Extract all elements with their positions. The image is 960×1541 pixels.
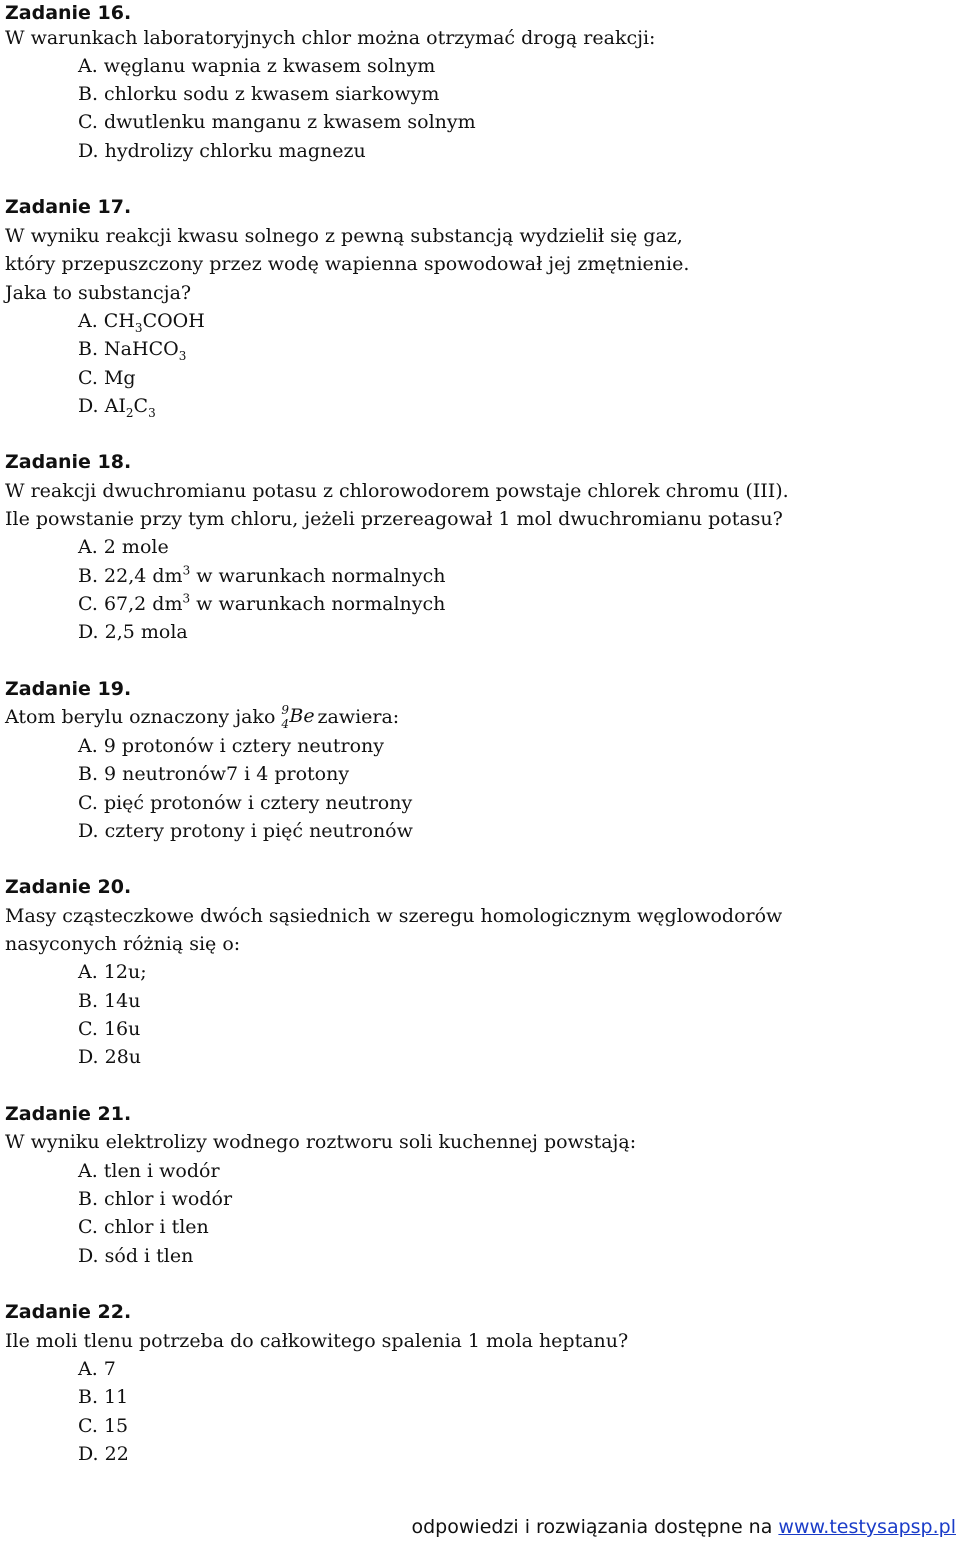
question-16-option-b: B. chlorku sodu z kwasem siarkowym xyxy=(78,83,440,105)
question-20-option-a: A. 12u; xyxy=(78,961,147,983)
question-18-option-a: A. 2 mole xyxy=(78,536,169,558)
question-16-option-d: D. hydrolizy chlorku magnezu xyxy=(78,140,366,162)
question-20-option-d: D. 28u xyxy=(78,1046,142,1068)
footer-text: odpowiedzi i rozwiązania dostępne na xyxy=(411,1516,779,1538)
question-21-option-a: A. tlen i wodór xyxy=(78,1160,220,1182)
question-21-title: Zadanie 21. xyxy=(5,1103,132,1125)
question-22-option-c: C. 15 xyxy=(78,1415,129,1437)
question-21-option-d: D. sód i tlen xyxy=(78,1245,194,1267)
question-20-text-line2: nasyconych różnią się o: xyxy=(5,933,241,955)
question-16-option-a: A. węglanu wapnia z kwasem solnym xyxy=(78,55,436,77)
question-18-text-line1: W reakcji dwuchromianu potasu z chlorowodorem powstaje chlorek chromu (III). xyxy=(5,480,789,502)
question-16-text: W warunkach laboratoryjnych chlor można otrzymać drogą reakcji: xyxy=(5,27,656,49)
question-17-text-line3: Jaka to substancja? xyxy=(5,282,192,304)
website-link[interactable]: www.testysapsp.pl xyxy=(778,1516,956,1538)
question-21-text: W wyniku elektrolizy wodnego roztworu soli kuchennej powstają: xyxy=(5,1131,637,1153)
question-19-title: Zadanie 19. xyxy=(5,678,132,700)
question-19-text: Atom berylu oznaczony jako 9 4 Be zawiera: xyxy=(5,703,400,731)
question-18-option-c: C. 67,2 $dm^3$ w warunkach normalnych xyxy=(78,591,446,615)
question-21-option-b: B. chlor i wodór xyxy=(78,1188,233,1210)
question-17-title: Zadanie 17. xyxy=(5,196,132,218)
question-17-option-b: B. NaHCO$_3$ xyxy=(78,338,187,363)
question-19-option-b: B. 9 neutronów7 i 4 protony xyxy=(78,763,350,785)
question-16-option-c: C. dwutlenku manganu z kwasem solnym xyxy=(78,111,476,133)
question-19-option-a: A. 9 protonów i cztery neutrony xyxy=(78,735,385,757)
question-20-text-line1: Masy cząsteczkowe dwóch sąsiednich w szeregu homologicznym węglowodorów xyxy=(5,905,783,927)
question-20-option-b: B. 14u xyxy=(78,990,141,1012)
question-22-text: Ile moli tlenu potrzeba do całkowitego spalenia 1 mola heptanu? xyxy=(5,1330,629,1352)
question-22-option-a: A. 7 xyxy=(78,1358,116,1380)
question-17-option-c: C. Mg xyxy=(78,367,136,389)
question-17-option-d: D. $AI_2C_3$ xyxy=(78,395,156,420)
question-22-option-b: B. 11 xyxy=(78,1386,129,1408)
question-17-text-line2: który przepuszczony przez wodę wapienna spowodował jej zmętnienie. xyxy=(5,253,690,275)
question-22-title: Zadanie 22. xyxy=(5,1301,132,1323)
question-18-option-b: B. 22,4 $dm^3$ w warunkach normalnych xyxy=(78,563,446,587)
question-18-title: Zadanie 18. xyxy=(5,451,132,473)
question-16-title: Zadanie 16. xyxy=(5,2,132,24)
footer-note xyxy=(412,1514,957,1540)
question-20-option-c: C. 16u xyxy=(78,1018,141,1040)
question-21-option-c: C. chlor i tlen xyxy=(78,1216,209,1238)
question-18-option-d: D. 2,5 mola xyxy=(78,621,188,643)
question-20-title: Zadanie 20. xyxy=(5,876,132,898)
question-19-option-c: C. pięć protonów i cztery neutrony xyxy=(78,792,413,814)
beryllium-nuclide-notation: 9 4 Be xyxy=(281,703,315,731)
question-22-option-d: D. 22 xyxy=(78,1443,129,1465)
question-17-option-a: A. $CH_3COOH$ xyxy=(78,310,205,335)
question-19-option-d: D. cztery protony i pięć neutronów xyxy=(78,820,413,842)
question-18-text-line2: Ile powstanie przy tym chloru, jeżeli przereagował 1 mol dwuchromianu potasu? xyxy=(5,508,783,530)
question-17-text-line1: W wyniku reakcji kwasu solnego z pewną substancją wydzielił się gaz, xyxy=(5,225,683,247)
